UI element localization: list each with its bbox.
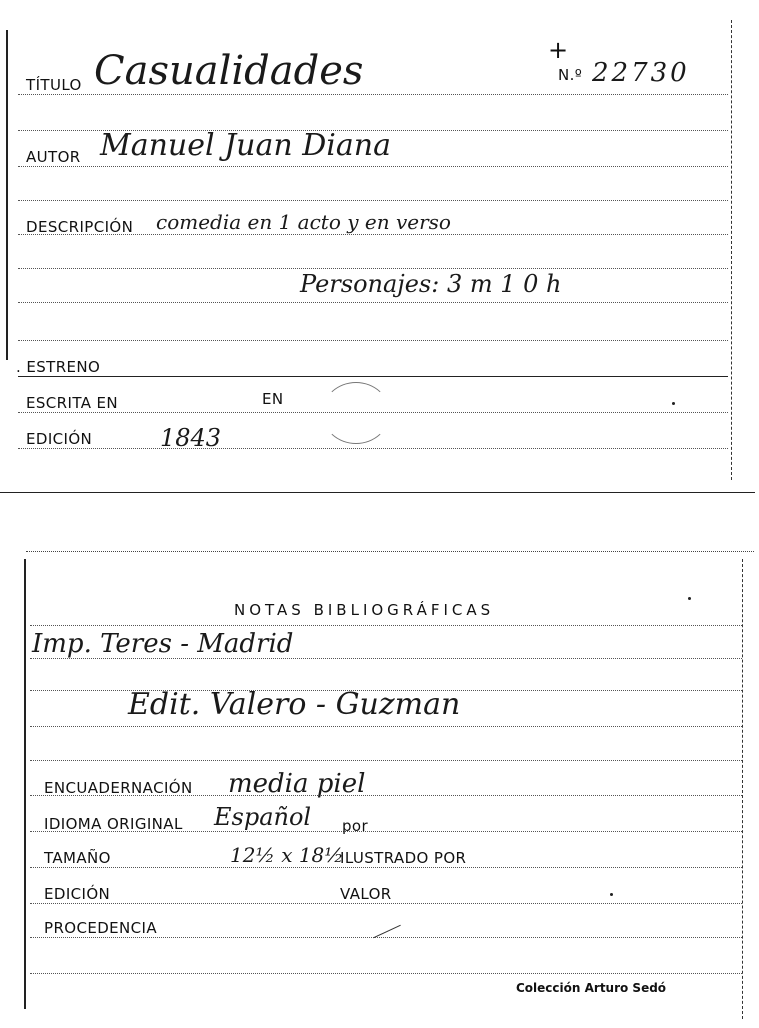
numero-label: N.º bbox=[558, 66, 583, 84]
idioma-value: Español bbox=[214, 803, 312, 831]
ink-dot bbox=[672, 402, 675, 405]
edicion-label: EDICIÓN bbox=[44, 885, 111, 903]
circular-stamp-mark bbox=[322, 382, 390, 444]
descripcion-value: comedia en 1 acto y en verso bbox=[156, 210, 451, 234]
ruled-line bbox=[18, 200, 728, 201]
escrita-en-label: ESCRITA EN bbox=[26, 394, 119, 412]
card-separator bbox=[0, 492, 755, 493]
cross-mark-icon: + bbox=[548, 36, 569, 64]
ruled-line bbox=[30, 760, 742, 761]
notas-heading: NOTAS BIBLIOGRÁFICAS bbox=[234, 601, 495, 619]
edicion-label: EDICIÓN bbox=[26, 430, 93, 448]
estreno-label: . ESTRENO bbox=[16, 358, 101, 376]
ilustrado-label: ILUSTRADO POR bbox=[340, 849, 467, 867]
ruled-line bbox=[30, 867, 742, 868]
ruled-line bbox=[30, 903, 742, 904]
autor-value: Manuel Juan Diana bbox=[100, 128, 391, 163]
ruled-line bbox=[18, 94, 728, 95]
card-left-border bbox=[6, 30, 8, 360]
ruled-line bbox=[30, 973, 742, 974]
card-right-border bbox=[742, 559, 743, 1019]
card-left-border bbox=[24, 559, 26, 1009]
personajes-value: Personajes: 3 m 1 0 h bbox=[300, 270, 562, 298]
numero-value: 22730 bbox=[592, 58, 690, 88]
edicion-value: 1843 bbox=[160, 424, 222, 452]
note-line-2: Edit. Valero - Guzman bbox=[128, 687, 461, 722]
encuadernacion-value: media piel bbox=[228, 769, 366, 799]
card-top-edge bbox=[26, 551, 754, 552]
ruled-line bbox=[30, 937, 742, 938]
tamano-value: 12½ x 18½ bbox=[230, 843, 344, 867]
tamano-label: TAMAÑO bbox=[44, 849, 111, 867]
ink-dot bbox=[688, 597, 691, 600]
procedencia-label: PROCEDENCIA bbox=[44, 919, 158, 937]
ruled-line bbox=[18, 302, 728, 303]
ruled-line bbox=[18, 166, 728, 167]
autor-label: AUTOR bbox=[26, 148, 81, 166]
ruled-line-solid bbox=[18, 376, 728, 377]
catalog-card-top bbox=[0, 0, 759, 495]
ruled-line bbox=[18, 340, 728, 341]
titulo-value: Casualidades bbox=[94, 48, 364, 94]
ink-dot bbox=[610, 893, 613, 896]
valor-label: VALOR bbox=[340, 885, 392, 903]
en-label: EN bbox=[262, 390, 284, 408]
note-line-1: Imp. Teres - Madrid bbox=[32, 629, 294, 659]
idioma-label: IDIOMA ORIGINAL bbox=[44, 815, 183, 833]
por-label: por bbox=[342, 817, 369, 835]
encuadernacion-label: ENCUADERNACIÓN bbox=[44, 779, 193, 797]
catalog-card-bottom bbox=[0, 545, 759, 1028]
ruled-line bbox=[30, 726, 742, 727]
ruled-line bbox=[30, 625, 742, 626]
collection-footer: Colección Arturo Sedó bbox=[516, 981, 667, 995]
titulo-label: TÍTULO bbox=[26, 76, 82, 94]
ruled-line bbox=[18, 448, 728, 449]
ruled-line bbox=[18, 268, 728, 269]
descripcion-label: DESCRIPCIÓN bbox=[26, 218, 134, 236]
card-right-border bbox=[731, 20, 732, 480]
